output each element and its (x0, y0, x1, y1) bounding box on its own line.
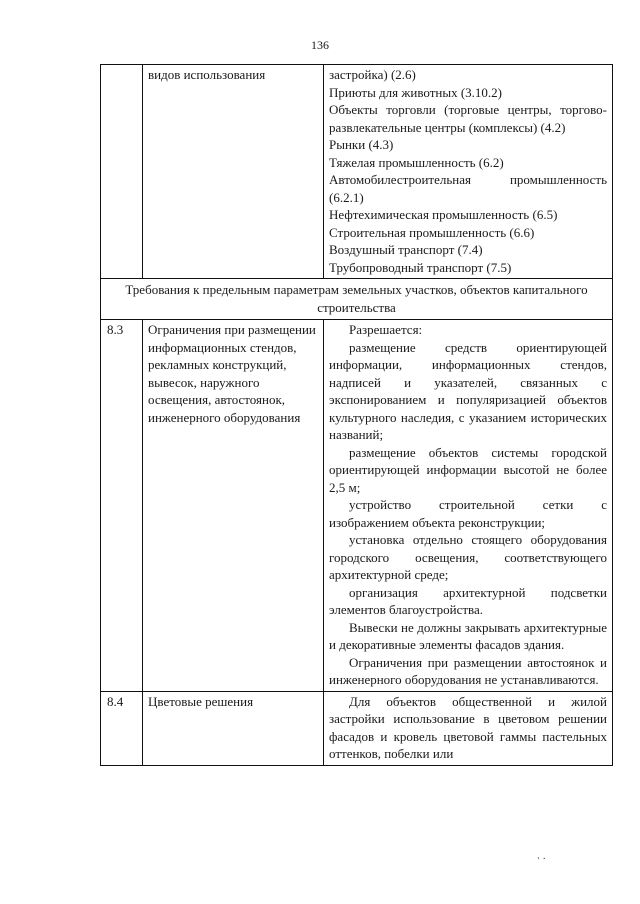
row-number: 8.3 (101, 320, 143, 692)
row-number: 8.4 (101, 691, 143, 765)
paragraph: установка отдельно стоящего оборудования городского освещения, соответствующего архитектурной среде; (329, 532, 607, 582)
paragraph: размещение объектов системы городской ориентирующей информации высотой не более 2,5 м; (329, 444, 607, 495)
row-name: Ограничения при размещении информационных стендов, рекламных конструкций, вывесок, наружного освещения, автостоянок, инженерного оборудования (143, 320, 324, 692)
list-item: Тяжелая промышленность (6.2) (329, 154, 504, 170)
paragraph: Вывески не должны закрывать архитектурные и декоративные элементы фасадов здания. (329, 619, 607, 652)
list-item: Воздушный транспорт (7.4) (329, 242, 483, 257)
list-item: Нефтехимическая промышленность (6.5) (329, 207, 558, 222)
row-name: видов использования (148, 67, 266, 82)
table-row-8-4 (101, 691, 613, 765)
table-row-8-3 (101, 320, 613, 692)
row-content-cell (324, 65, 613, 279)
scan-mark: ˎ . (536, 848, 548, 863)
paragraph: устройство строительной сетки с изображением объекта реконструкции; (329, 497, 607, 530)
paragraph: организация архитектурной подсветки элементов благоустройства. (329, 584, 607, 617)
page-number: 136 (311, 38, 329, 52)
list-item: Автомобилестроительная промышленность (6.2.1) (329, 172, 607, 205)
row-content-cell (324, 691, 613, 765)
row-name: Цветовые решения (143, 691, 324, 765)
list-item: Трубопроводный транспорт (7.5) (329, 259, 512, 275)
regulations-table (100, 64, 613, 766)
row-name-cell (143, 65, 324, 279)
list-item: Строительная промышленность (6.6) (329, 224, 535, 240)
paragraph: Для объектов общественной и жилой застройки использование в цветовом решении фасадов и кровель цветовой гаммы пастельных оттенков, побелки или (329, 693, 607, 761)
list-item: Объекты торговли (торговые центры, торгово-развлекательные центры (комплексы) (4.2) (329, 102, 607, 135)
paragraph: размещение средств ориентирующей информации, информационных стендов, надписей и указателей, связанных с экспонированием и популяризацией объектов культурного наследия, с указанием исторических названий; (329, 339, 607, 442)
paragraph: Ограничения при размещении автостоянок и инженерного оборудования не устанавливаются. (329, 654, 607, 687)
list-item: Приюты для животных (3.10.2) (329, 84, 502, 100)
list-item: Рынки (4.3) (329, 137, 394, 152)
row-content-cell (324, 320, 613, 692)
requirements-header: Требования к предельным параметрам земельных участков, объектов капитального строительства (101, 279, 613, 320)
row-number-cell (101, 65, 143, 279)
table-row-continuation (101, 65, 613, 279)
list-item: застройка) (2.6) (329, 67, 416, 82)
table-row-header (101, 279, 613, 320)
paragraph: Разрешается: (349, 322, 423, 337)
